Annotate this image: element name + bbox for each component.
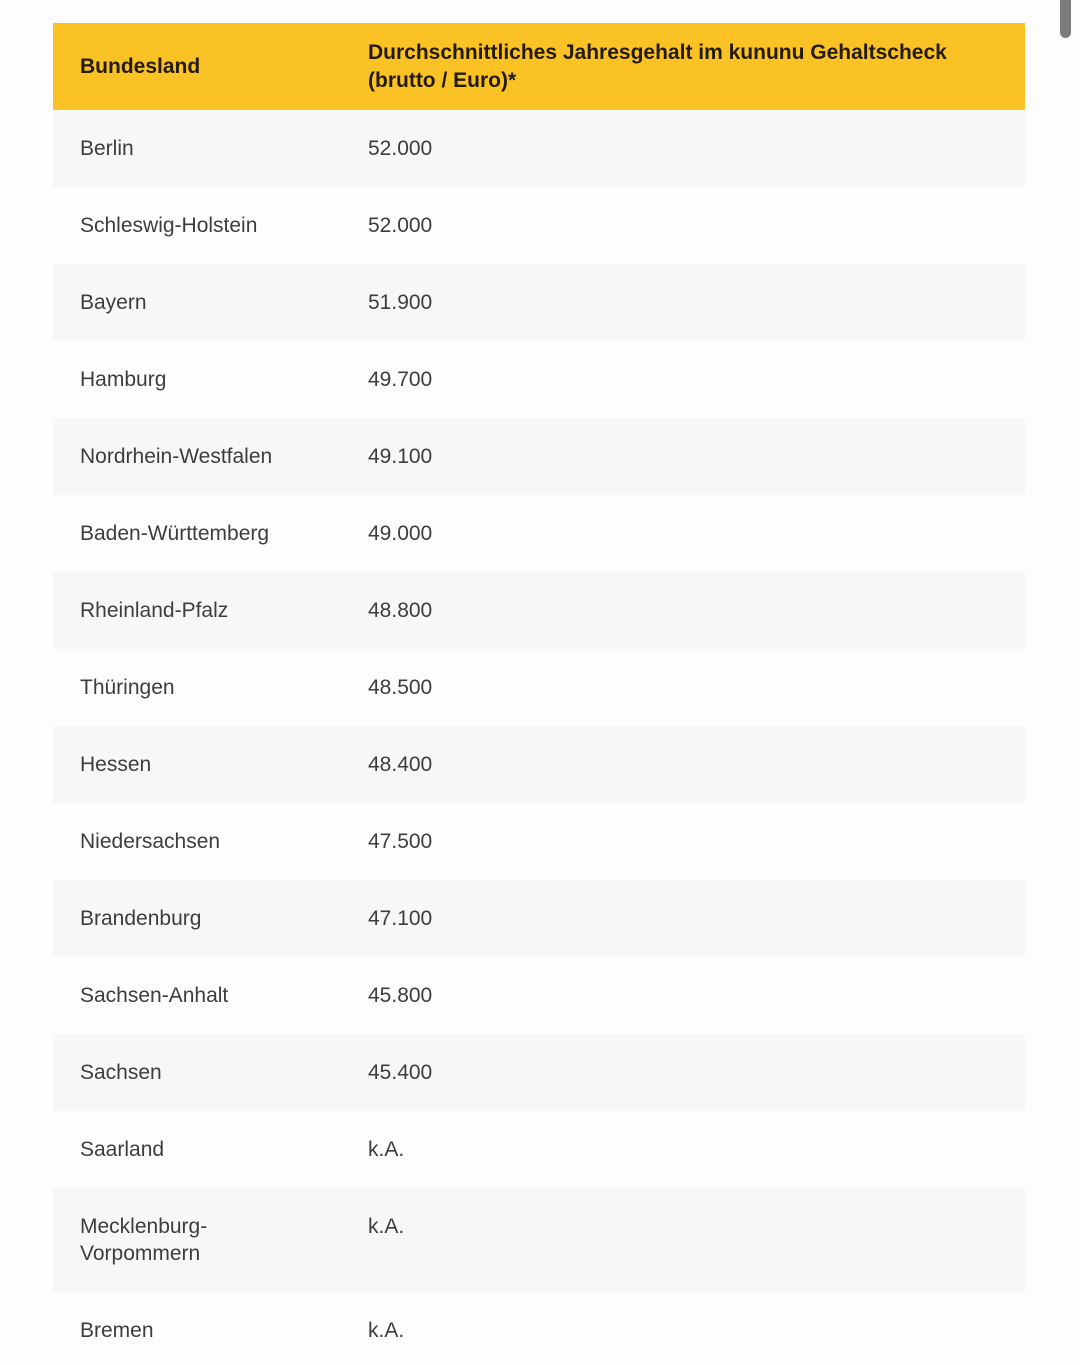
state-cell: Hessen: [80, 753, 152, 776]
table-row: [53, 495, 1025, 572]
state-cell: Saarland: [80, 1138, 165, 1161]
table-row: [53, 1292, 1025, 1365]
table-row: [53, 110, 1025, 187]
value-cell: 48.500: [368, 676, 433, 699]
value-cell: 52.000: [368, 214, 433, 237]
value-cell: 49.000: [368, 522, 433, 545]
salary-table: [53, 23, 1025, 1365]
value-cell: 47.100: [368, 907, 433, 930]
value-cell: 52.000: [368, 137, 433, 160]
state-cell: Schleswig-Holstein: [80, 214, 258, 237]
state-cell: Hamburg: [80, 368, 167, 391]
table-row: [53, 880, 1025, 957]
table-row: [53, 1188, 1025, 1292]
vertical-scrollbar-thumb[interactable]: [1060, 0, 1071, 38]
table-row: [53, 572, 1025, 649]
value-cell: 51.900: [368, 291, 433, 314]
state-cell: Bremen: [80, 1319, 154, 1342]
state-cell: Baden-Württemberg: [80, 522, 270, 545]
value-cell: 48.400: [368, 753, 433, 776]
table-row: [53, 957, 1025, 1034]
table-row: [53, 418, 1025, 495]
header-cell-salary: Durchschnittliches Jahresgehalt im kununu Gehaltscheck (brutto / Euro)*: [368, 40, 947, 92]
value-cell: 49.100: [368, 445, 433, 468]
header-cell-bundesland: Bundesland: [80, 54, 201, 78]
state-cell: Bayern: [80, 291, 147, 314]
value-cell: 45.400: [368, 1061, 433, 1084]
table-row: [53, 803, 1025, 880]
state-cell: Berlin: [80, 137, 134, 160]
state-cell: Thüringen: [80, 676, 175, 699]
value-cell: k.A.: [368, 1215, 405, 1238]
state-cell: Rheinland-Pfalz: [80, 599, 229, 622]
table-row: [53, 341, 1025, 418]
value-cell: k.A.: [368, 1319, 405, 1342]
state-cell: Sachsen: [80, 1061, 162, 1084]
state-cell: Brandenburg: [80, 907, 202, 930]
table-row: [53, 649, 1025, 726]
state-cell: Mecklenburg-Vorpommern: [80, 1215, 208, 1265]
table-row: [53, 187, 1025, 264]
value-cell: 45.800: [368, 984, 433, 1007]
table-header-row: [53, 23, 1025, 110]
value-cell: 49.700: [368, 368, 433, 391]
table-row: [53, 1111, 1025, 1188]
value-cell: k.A.: [368, 1138, 405, 1161]
state-cell: Niedersachsen: [80, 830, 221, 853]
state-cell: Nordrhein-Westfalen: [80, 445, 273, 468]
state-cell: Sachsen-Anhalt: [80, 984, 229, 1007]
value-cell: 48.800: [368, 599, 433, 622]
table-row: [53, 726, 1025, 803]
value-cell: 47.500: [368, 830, 433, 853]
table-row: [53, 264, 1025, 341]
table-row: [53, 1034, 1025, 1111]
